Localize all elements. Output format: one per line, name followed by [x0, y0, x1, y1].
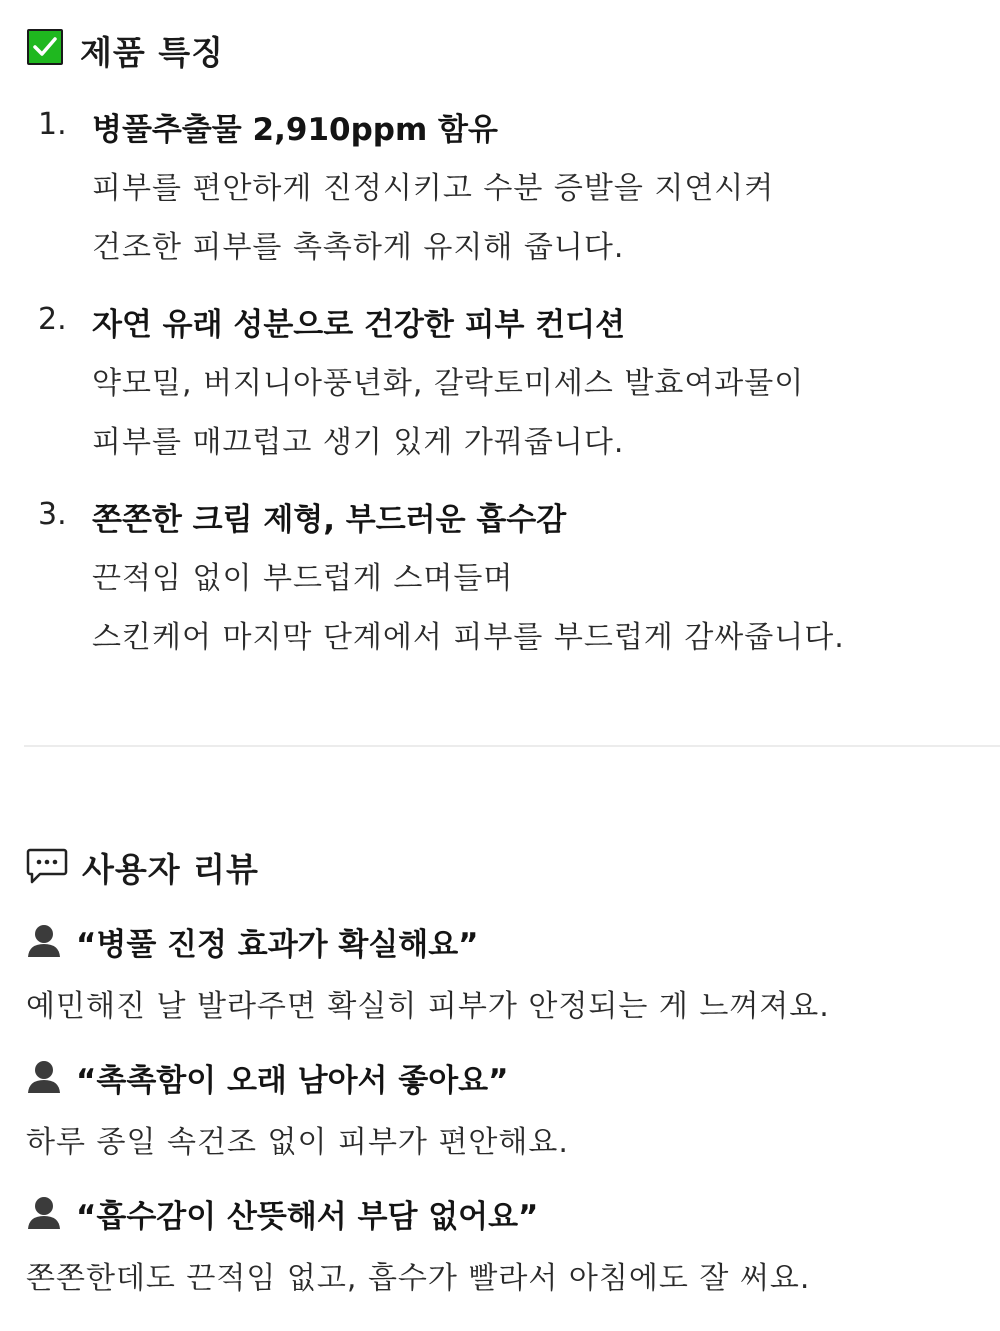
section-divider: [24, 745, 1000, 747]
speech-bubble-icon: [26, 847, 68, 889]
item-number: 1.: [38, 107, 67, 142]
check-mark-button-icon: [27, 29, 63, 65]
review-text: 쫀쫀한데도 끈적임 없고, 흡수가 빨라서 아침에도 잘 써요.: [26, 1261, 811, 1296]
features-heading: 제품 특징: [80, 33, 225, 72]
feature-description-line: 피부를 편안하게 진정시키고 수분 증발을 지연시켜: [92, 171, 775, 206]
reviews-heading: 사용자 리뷰: [82, 850, 259, 889]
person-silhouette-icon: [26, 922, 62, 962]
feature-description-line: 약모밀, 버지니아풍년화, 갈락토미세스 발효여과물이: [92, 366, 805, 401]
feature-title: 쫀쫀한 크림 제형, 부드러운 흡수감: [92, 502, 567, 538]
feature-title: 자연 유래 성분으로 건강한 피부 컨디션: [92, 307, 626, 343]
feature-description-line: 피부를 매끄럽고 생기 있게 가꿔줍니다.: [92, 425, 625, 460]
review-title: “촉촉함이 오래 남아서 좋아요”: [76, 1063, 509, 1099]
person-silhouette-icon: [26, 1058, 62, 1098]
person-silhouette-icon: [26, 1194, 62, 1234]
feature-description-line: 건조한 피부를 촉촉하게 유지해 줍니다.: [92, 230, 625, 265]
review-text: 예민해진 날 발라주면 확실히 피부가 안정되는 게 느껴져요.: [26, 989, 830, 1024]
item-number: 3.: [38, 497, 67, 532]
review-text: 하루 종일 속건조 없이 피부가 편안해요.: [26, 1125, 569, 1160]
review-title: “흡수감이 산뜻해서 부담 없어요”: [76, 1199, 539, 1235]
feature-title: 병풀추출물 2,910ppm 함유: [92, 112, 498, 148]
feature-description-line: 끈적임 없이 부드럽게 스며들며: [92, 561, 514, 596]
review-title: “병풀 진정 효과가 확실해요”: [76, 927, 479, 963]
feature-description-line: 스킨케어 마지막 단계에서 피부를 부드럽게 감싸줍니다.: [92, 620, 845, 655]
item-number: 2.: [38, 302, 67, 337]
